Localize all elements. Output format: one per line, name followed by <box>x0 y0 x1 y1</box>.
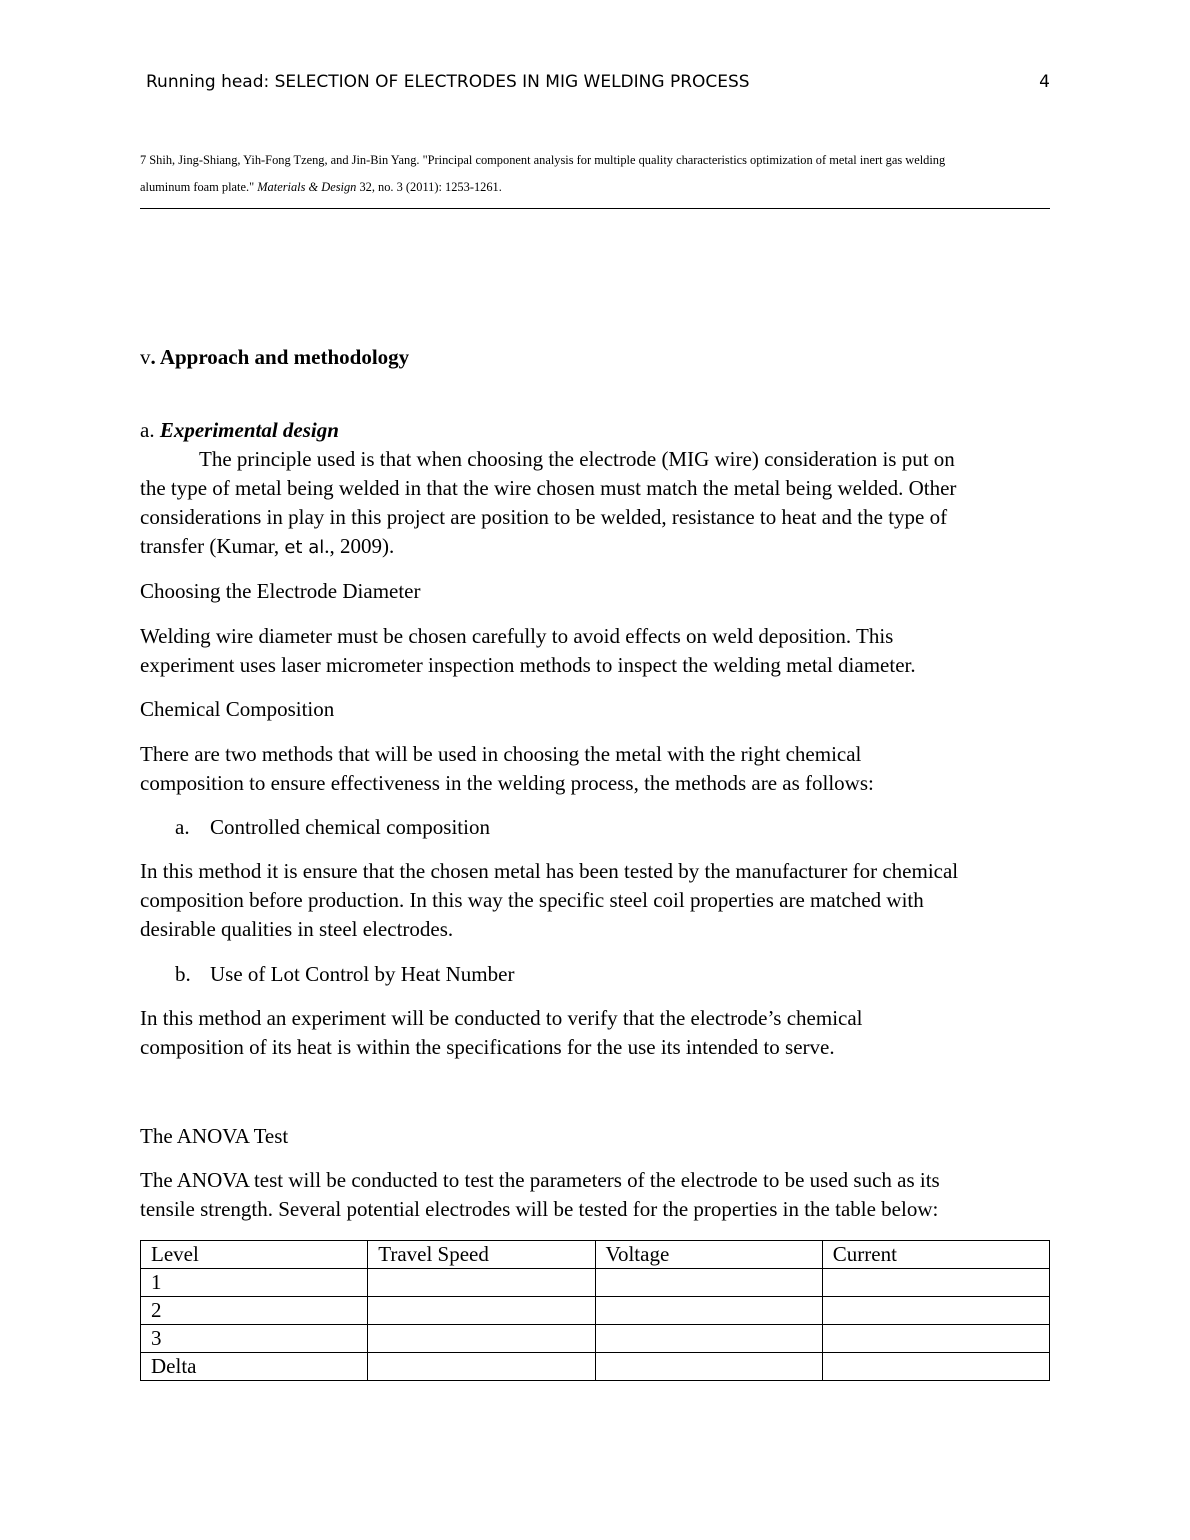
diameter-heading: Choosing the Electrode Diameter <box>140 579 421 603</box>
table-cell: 3 <box>141 1325 368 1353</box>
table-cell <box>595 1269 822 1297</box>
diameter-paragraph: Welding wire diameter must be chosen carefully to avoid effects on weld deposition. This experiment uses laser micrometer inspection methods to inspect the welding metal diameter. <box>140 624 916 677</box>
table-row <box>141 1269 1050 1297</box>
section-numeral: v <box>140 345 151 369</box>
electrode-properties-table <box>140 1240 1050 1381</box>
subsection-title: Experimental design <box>159 418 339 442</box>
table-header-cell: Travel Speed <box>368 1241 595 1269</box>
table-cell: 2 <box>141 1297 368 1325</box>
table-row <box>141 1325 1050 1353</box>
footnote-journal: Materials & Design <box>257 180 357 194</box>
table-cell <box>368 1269 595 1297</box>
table-cell: 1 <box>141 1269 368 1297</box>
intro-paragraph: The principle used is that when choosing the electrode (MIG wire) consideration is put on the type of metal being welded in that the wire chosen must match the metal being welded. Other considerations in play in this project are position to be welded, resistance to heat and the type of transfer (Kumar, et al., 2009). <box>140 447 957 558</box>
running-head-text: Running head: SELECTION OF ELECTRODES IN MIG WELDING PROCESS <box>146 72 750 92</box>
footnote-divider <box>140 208 1050 209</box>
table-cell <box>822 1297 1049 1325</box>
section-heading <box>140 343 1052 372</box>
table-header-cell: Current <box>822 1241 1049 1269</box>
chemical-paragraph: There are two methods that will be used in choosing the metal with the right chemical composition to ensure effectiveness in the welding process, the methods are as follows: <box>140 742 874 795</box>
list-item-method-b <box>175 960 514 989</box>
table-cell <box>822 1269 1049 1297</box>
list-item-method-a <box>175 813 490 842</box>
table-cell <box>368 1353 595 1381</box>
table-header-cell: Voltage <box>595 1241 822 1269</box>
table-header-row <box>141 1241 1050 1269</box>
table-cell: Delta <box>141 1353 368 1381</box>
list-item-label: Controlled chemical composition <box>210 815 490 839</box>
method-a-paragraph: In this method it is ensure that the chosen metal has been tested by the manufacturer for chemical composition before production. In this way the specific steel coil properties are matched with desirable qualities in steel electrodes. <box>140 859 959 941</box>
footnote-line-2: aluminum foam plate." Materials & Design 32, no. 3 (2011): 1253-1261. <box>140 180 502 194</box>
table-header-cell: Level <box>141 1241 368 1269</box>
subsection-letter: a. <box>140 418 160 442</box>
table-cell <box>368 1297 595 1325</box>
table-cell <box>595 1297 822 1325</box>
citation-et-al: et al <box>284 537 325 558</box>
footnote-line-1: 7 Shih, Jing-Shiang, Yih-Fong Tzeng, and Jin-Bin Yang. "Principal component analysis for multiple quality characteristics optimization of metal inert gas welding <box>140 153 946 167</box>
table-cell <box>595 1353 822 1381</box>
page-number: 4 <box>1039 72 1050 92</box>
table-row <box>141 1297 1050 1325</box>
table-cell <box>822 1353 1049 1381</box>
table-cell <box>368 1325 595 1353</box>
section-title: . Approach and methodology <box>150 345 410 369</box>
footnote <box>140 147 1050 201</box>
list-marker: a. <box>175 815 190 839</box>
anova-paragraph: The ANOVA test will be conducted to test the parameters of the electrode to be used such as its tensile strength. Several potential electrodes will be tested for the properties in the table below: <box>140 1168 940 1221</box>
table-cell <box>595 1325 822 1353</box>
list-marker: b. <box>175 962 191 986</box>
method-b-paragraph: In this method an experiment will be conducted to verify that the electrode’s chemical composition of its heat is within the specifications for the use its intended to serve. <box>140 1006 863 1059</box>
chemical-heading: Chemical Composition <box>140 697 335 721</box>
list-item-label: Use of Lot Control by Heat Number <box>210 962 515 986</box>
table-cell <box>822 1325 1049 1353</box>
running-header <box>146 72 1050 96</box>
table-row <box>141 1353 1050 1381</box>
subsection-heading <box>140 416 1052 445</box>
anova-heading: The ANOVA Test <box>140 1124 289 1148</box>
